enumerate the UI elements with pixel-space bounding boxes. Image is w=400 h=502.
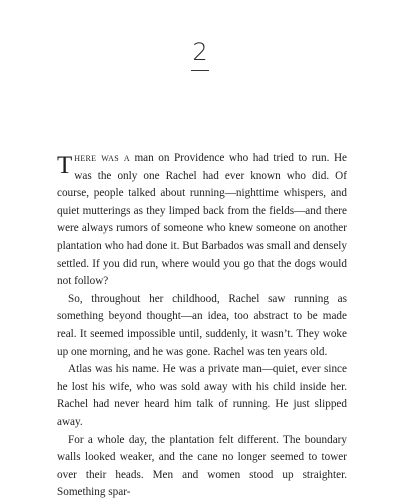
- paragraph-atlas: Atlas was his name. He was a private man—quiet, ever since he lost his wife, who was sold away with his child inside her. Rachel had never heard him talk of running. He just slipped away.: [57, 363, 347, 428]
- drop-cap: T: [57, 152, 73, 179]
- paragraph-running-abstract: So, throughout her childhood, Rachel saw running as something beyond thought—an idea, too abstract to be made real. It seemed impossible until, suddenly, it wasn’t. They woke up one morning, and he was gone. Rachel was ten years old.: [57, 292, 347, 358]
- lead-in-small-caps: here was a: [74, 152, 130, 164]
- chapter-number: 2: [192, 38, 208, 66]
- chapter-body: [57, 150, 347, 502]
- opening-paragraph: [57, 150, 347, 291]
- opening-paragraph-text: man on Providence who had tried to run. He was the only one Rachel had ever known who did. Of course, people talked about running—nighttime whispers, and quiet mutterings as they limped back from the fields—and there were always rumors of someone who knew someone on another plantation who had done it. But Barbados was small and densely settled. If you did run, where would you go that the dogs would not follow?: [57, 152, 348, 288]
- chapter-divider: [191, 70, 209, 71]
- paragraph-plantation-different: For a whole day, the plantation felt different. The boundary walls looked weaker, and the cane no longer seemed to tower over their heads. Men and women stood up straighter. Something spar-: [57, 433, 347, 499]
